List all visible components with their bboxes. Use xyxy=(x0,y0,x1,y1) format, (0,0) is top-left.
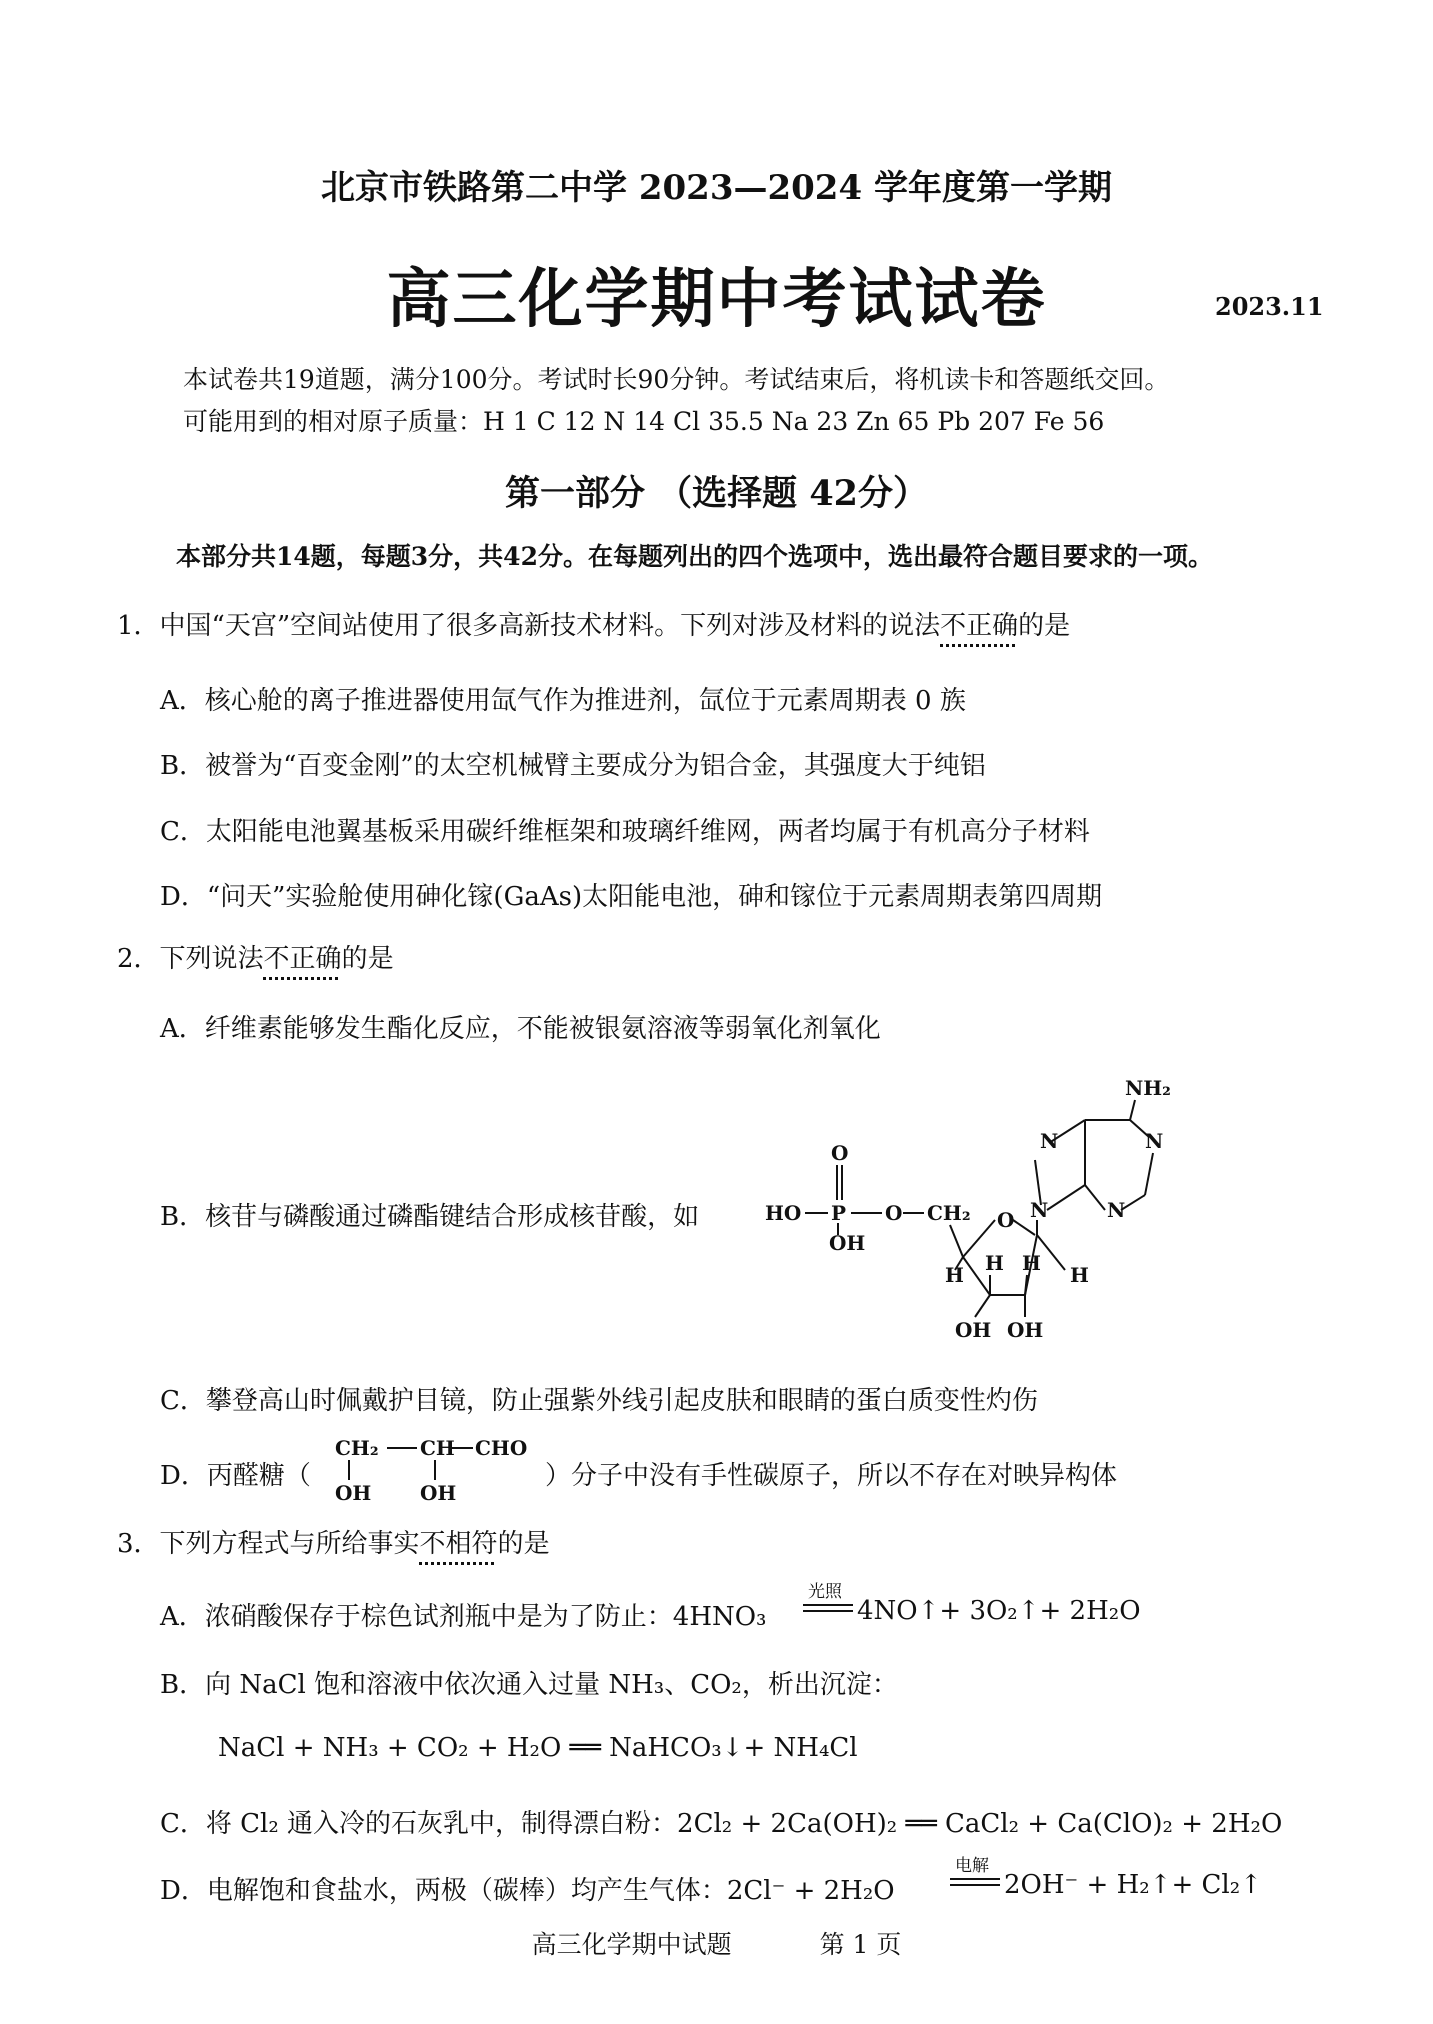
h-label-1: H xyxy=(945,1263,964,1287)
q1-stem-pre: 1．中国“天宫”空间站使用了很多高新技术材料。下列对涉及材料的说法 xyxy=(117,611,941,641)
q3-option-a: A．浓硝酸保存于棕色试剂瓶中是为了防止：4HNO₃ xyxy=(160,1602,767,1632)
exam-date: 2023.11 xyxy=(1215,292,1324,321)
n-label-3: N xyxy=(1030,1198,1049,1222)
footer-title: 高三化学期中试题 xyxy=(531,1930,732,1959)
q3-option-b-equation: NaCl + NH₃ + CO₂ + H₂O ══ NaHCO₃↓+ NH₄Cl xyxy=(218,1733,858,1763)
glyc-oh-2: OH xyxy=(420,1481,457,1505)
q3-option-d-equals xyxy=(950,1878,1000,1886)
h-label-3: H xyxy=(1022,1251,1041,1275)
ch2-label: CH₂ xyxy=(927,1201,971,1225)
exam-title: 高三化学期中考试试卷 xyxy=(386,262,1047,337)
footer-page: 第 1 页 xyxy=(819,1930,902,1959)
q2-option-d-pre: D．丙醛糖（ xyxy=(160,1461,311,1491)
school-heading: 北京市铁路第二中学 2023—2024 学年度第一学期 xyxy=(321,168,1112,208)
n-label-4: N xyxy=(1107,1198,1126,1222)
bond-lines xyxy=(805,1100,1153,1317)
q3-option-c: C．将 Cl₂ 通入冷的石灰乳中，制得漂白粉：2Cl₂ + 2Ca(OH)₂ ══ CaCl₂ + Ca(ClO)₂ + 2H₂O xyxy=(160,1809,1283,1839)
phosphate-o-top: O xyxy=(831,1141,849,1165)
ho-label: HO xyxy=(765,1201,802,1225)
h-label-4: H xyxy=(1070,1263,1089,1287)
q3-option-b: B．向 NaCl 饱和溶液中依次通入过量 NH₃、CO₂，析出沉淀： xyxy=(160,1670,898,1700)
question-3-stem xyxy=(117,1523,550,1560)
q1-option-c: C．太阳能电池翼基板采用碳纤维框架和玻璃纤维网，两者均属于有机高分子材料 xyxy=(160,817,1090,847)
q3-stem-post: 的是 xyxy=(497,1529,550,1559)
glyceraldehyde-structure xyxy=(325,1428,540,1508)
q3-option-a-condition: 光照 xyxy=(808,1582,842,1602)
q2-option-a: A．纤维素能够发生酯化反应，不能被银氨溶液等弱氧化剂氧化 xyxy=(160,1014,881,1044)
h-label-2: H xyxy=(985,1251,1004,1275)
q2-option-d-post: ）分子中没有手性碳原子，所以不存在对映异构体 xyxy=(545,1461,1118,1491)
q1-stem-emph: 不正确 xyxy=(940,611,1019,641)
q2-stem-post: 的是 xyxy=(341,944,394,974)
ester-o-label: O xyxy=(885,1201,903,1225)
glyc-ch-label: CH xyxy=(420,1436,455,1460)
q2-option-b: B．核苷与磷酸通过磷酯键结合形成核苷酸，如 xyxy=(160,1202,700,1232)
p-label: P xyxy=(831,1201,847,1225)
phosphate-oh: OH xyxy=(829,1231,866,1255)
n-label-2: N xyxy=(1145,1129,1164,1153)
intro-line-2: 可能用到的相对原子质量：H 1 C 12 N 14 Cl 35.5 Na 23 Zn 65 Pb 207 Fe 56 xyxy=(183,407,1105,436)
oh-label-2: OH xyxy=(1007,1318,1044,1342)
glyc-oh-1: OH xyxy=(335,1481,372,1505)
q3-option-a-products: 4NO↑+ 3O₂↑+ 2H₂O xyxy=(857,1596,1141,1626)
oh-label-1: OH xyxy=(955,1318,992,1342)
q3-stem-pre: 3．下列方程式与所给事实 xyxy=(117,1529,420,1559)
question-1-stem xyxy=(117,605,1070,642)
intro-line-1: 本试卷共19道题，满分100分。考试时长90分钟。考试结束后，将机读卡和答题纸交回。 xyxy=(183,365,1170,394)
part-instruction: 本部分共14题，每题3分，共42分。在每题列出的四个选项中，选出最符合题目要求的一项。 xyxy=(176,542,1213,571)
q1-stem-post: 的是 xyxy=(1018,611,1071,641)
q1-option-a: A．核心舱的离子推进器使用氙气作为推进剂，氙位于元素周期表 0 族 xyxy=(160,686,966,716)
q3-option-a-equals xyxy=(803,1604,853,1612)
q2-stem-emph: 不正确 xyxy=(263,944,342,974)
q2-option-c: C．攀登高山时佩戴护目镜，防止强紫外线引起皮肤和眼睛的蛋白质变性灼伤 xyxy=(160,1386,1038,1416)
question-2-stem xyxy=(117,938,394,975)
nucleotide-structure xyxy=(765,1065,1185,1350)
q3-option-d-condition: 电解 xyxy=(955,1856,989,1876)
glyc-ch2-label: CH₂ xyxy=(335,1436,379,1460)
q3-stem-emph: 不相符 xyxy=(419,1529,498,1559)
q3-option-d: D．电解饱和食盐水，两极（碳棒）均产生气体：2Cl⁻ + 2H₂O xyxy=(160,1876,895,1906)
q1-option-b: B．被誉为“百变金刚”的太空机械臂主要成分为铝合金，其强度大于纯铝 xyxy=(160,751,986,781)
nh2-label: NH₂ xyxy=(1125,1076,1171,1100)
page-footer xyxy=(0,1925,1433,1961)
part-title: 第一部分 （选择题 42分） xyxy=(504,473,929,514)
ring-o-label: O xyxy=(997,1208,1015,1232)
n-label-1: N xyxy=(1040,1129,1059,1153)
q1-option-d: D．“问天”实验舱使用砷化镓(GaAs)太阳能电池，砷和镓位于元素周期表第四周期 xyxy=(160,882,1103,912)
q2-stem-pre: 2．下列说法 xyxy=(117,944,264,974)
glyc-cho-label: CHO xyxy=(475,1436,528,1460)
q3-option-d-products: 2OH⁻ + H₂↑+ Cl₂↑ xyxy=(1004,1870,1262,1900)
